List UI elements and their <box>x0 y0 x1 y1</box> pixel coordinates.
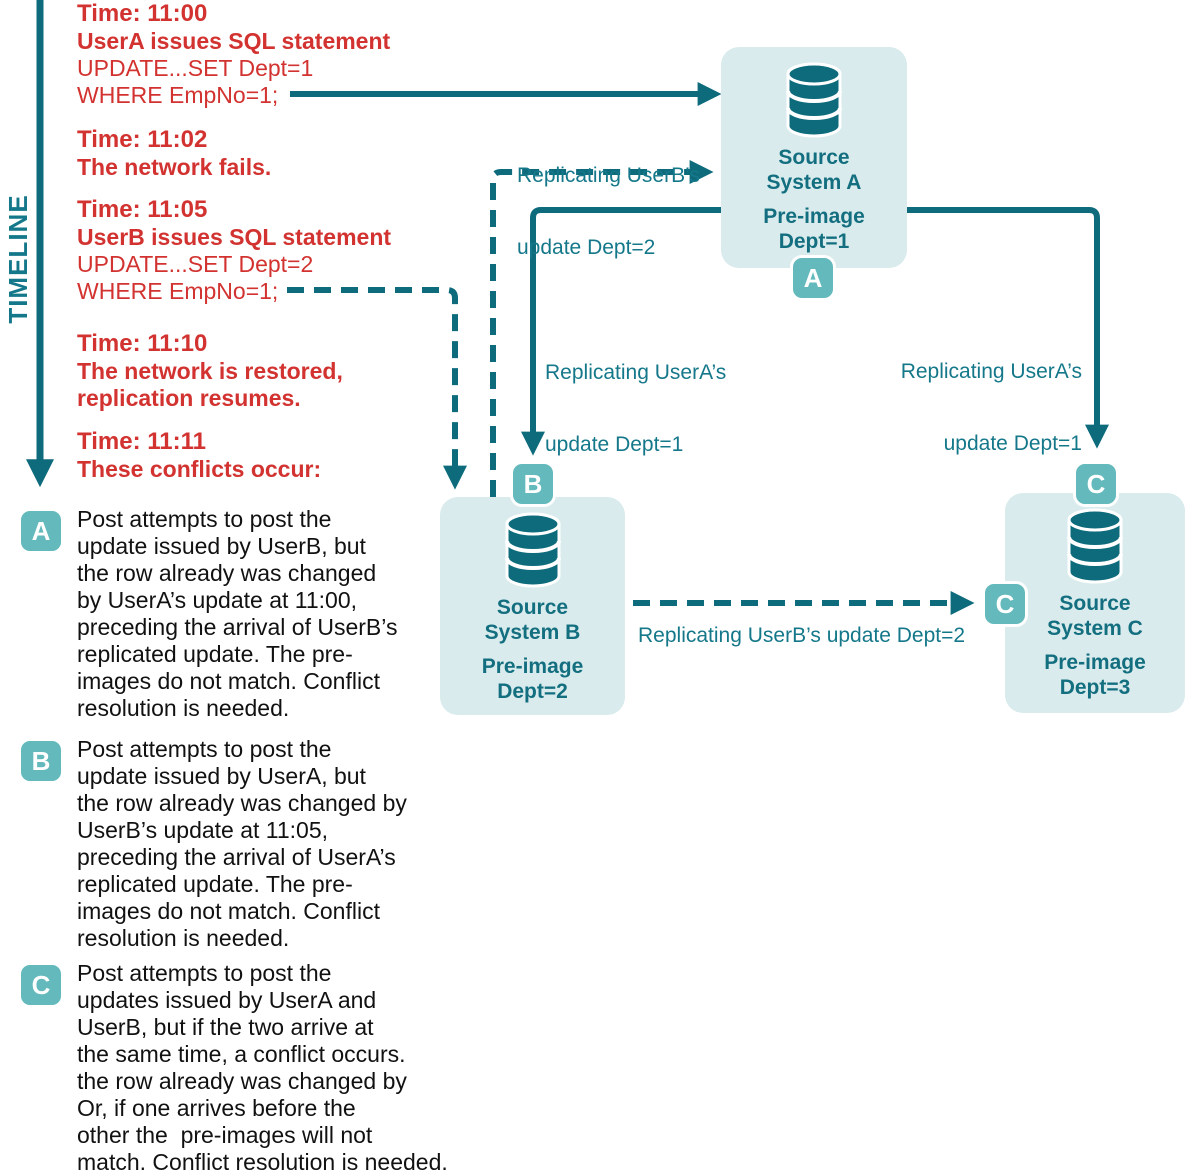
event-line: The network fails. <box>77 154 272 180</box>
system-name-line1: Source <box>496 596 569 619</box>
conflict-text-line: Post attempts to post the <box>77 736 332 762</box>
badge-c: C <box>18 962 64 1008</box>
event-time: Time: 11:05 <box>77 196 208 223</box>
timeline-event <box>77 0 390 109</box>
conflict-text-line: the same time, a conflict occurs. <box>77 1041 406 1067</box>
system-name <box>440 595 625 645</box>
label-line1: Replicating UserB’s update Dept=2 <box>638 624 966 647</box>
pre-image-line1: Pre-image <box>763 205 865 228</box>
pre-image-line1: Pre-image <box>481 655 584 678</box>
pre-image-label <box>440 654 625 704</box>
pre-image-label <box>1005 650 1185 700</box>
label-line2: update Dept=1 <box>943 432 1082 455</box>
conflict-text-line: UserB’s update at 11:05, <box>77 817 329 843</box>
system-name-line1: Source <box>1059 592 1131 615</box>
conflict-text-line: replicated update. The pre- <box>77 641 353 667</box>
system-name-line1: Source <box>778 146 850 169</box>
system-name-line2: System B <box>484 621 581 644</box>
conflict-text-line: images do not match. Conflict <box>77 898 380 924</box>
badge-c-on-system-c-left: C <box>982 581 1028 627</box>
database-icon <box>1063 507 1127 585</box>
conflict-text-line: the row already was changed <box>77 560 377 586</box>
badge-a: A <box>18 508 64 554</box>
conflict-text-line: match. Conflict resolution is needed. <box>77 1149 448 1175</box>
badge-b-on-system-b: B <box>510 461 556 507</box>
event-line: replication resumes. <box>77 385 301 411</box>
label-replicating-usera-to-b <box>545 313 726 505</box>
conflict-item-b <box>18 736 458 952</box>
conflict-text-line: update issued by UserA, but <box>77 763 366 789</box>
event-line: UPDATE...SET Dept=2 <box>77 251 314 277</box>
conflict-text-line: the row already was changed by <box>77 790 407 816</box>
label-line1: Replicating UserA’s <box>900 360 1082 383</box>
timeline-event <box>77 126 271 181</box>
conflict-text-line: replicated update. The pre- <box>77 871 353 897</box>
pre-image-line2: Dept=3 <box>1059 676 1131 699</box>
label-line2: update Dept=2 <box>517 236 656 259</box>
timeline-label: TIMELINE <box>3 194 33 324</box>
conflict-item-c <box>18 960 458 1176</box>
event-line: UserA issues SQL statement <box>77 28 391 54</box>
pre-image-line2: Dept=1 <box>778 230 850 253</box>
badge-b: B <box>18 738 64 784</box>
label-replicating-userb-to-a <box>517 116 700 308</box>
label-line1: Replicating UserB’s <box>517 164 700 187</box>
system-name <box>721 145 907 195</box>
conflict-text <box>77 960 458 1176</box>
conflict-text-line: Post attempts to post the <box>77 506 332 532</box>
conflict-text <box>77 736 458 952</box>
event-line: WHERE EmpNo=1; <box>77 278 279 304</box>
conflict-text-line: Or, if one arrives before the <box>77 1095 356 1121</box>
conflict-text-line: resolution is needed. <box>77 925 290 951</box>
event-time: Time: 11:00 <box>77 0 208 27</box>
event-line: UPDATE...SET Dept=1 <box>77 55 314 81</box>
conflict-text-line: preceding the arrival of UserA’s <box>77 844 396 870</box>
conflict-text-line: Post attempts to post the <box>77 960 332 986</box>
source-system-b-box <box>440 497 625 715</box>
system-name-line2: System C <box>1047 617 1143 640</box>
conflict-text-line: update issued by UserB, but <box>77 533 366 559</box>
conflict-text <box>77 506 458 722</box>
event-time: Time: 11:02 <box>77 126 208 153</box>
label-line2: update Dept=1 <box>545 433 684 456</box>
timeline-event <box>77 428 321 483</box>
conflict-text-line: images do not match. Conflict <box>77 668 380 694</box>
label-replicating-userb-to-c <box>638 576 965 696</box>
event-line: WHERE EmpNo=1; <box>77 82 279 108</box>
conflict-text-line: UserB, but if the two arrive at <box>77 1014 374 1040</box>
database-icon <box>501 511 565 589</box>
event-line: These conflicts occur: <box>77 456 322 482</box>
source-system-a-box <box>721 47 907 268</box>
label-replicating-usera-to-c <box>901 312 1082 504</box>
conflict-text-line: other the pre-images will not <box>77 1122 373 1148</box>
timeline-event <box>77 330 343 412</box>
system-name <box>1005 591 1185 641</box>
pre-image-label <box>721 204 907 254</box>
system-name-line2: System A <box>766 171 862 194</box>
event-time: Time: 11:10 <box>77 330 208 357</box>
source-system-c-box <box>1005 493 1185 713</box>
badge-a-on-system-a: A <box>790 255 836 301</box>
pre-image-line1: Pre-image <box>1044 651 1146 674</box>
event-line: The network is restored, <box>77 358 343 384</box>
pre-image-line2: Dept=2 <box>497 680 568 703</box>
label-line1: Replicating UserA’s <box>545 361 727 384</box>
event-line: UserB issues SQL statement <box>77 224 392 250</box>
timeline-event <box>77 196 391 305</box>
event-time: Time: 11:11 <box>77 428 206 455</box>
conflict-text-line: updates issued by UserA and <box>77 987 377 1013</box>
conflict-text-line: the row already was changed by <box>77 1068 407 1094</box>
badge-c-on-system-c-top: C <box>1073 461 1119 507</box>
conflict-item-a <box>18 506 458 722</box>
database-icon <box>782 61 846 139</box>
conflict-text-line: by UserA’s update at 11:00, <box>77 587 358 613</box>
conflict-text-line: preceding the arrival of UserB’s <box>77 614 398 640</box>
conflict-text-line: resolution is needed. <box>77 695 290 721</box>
